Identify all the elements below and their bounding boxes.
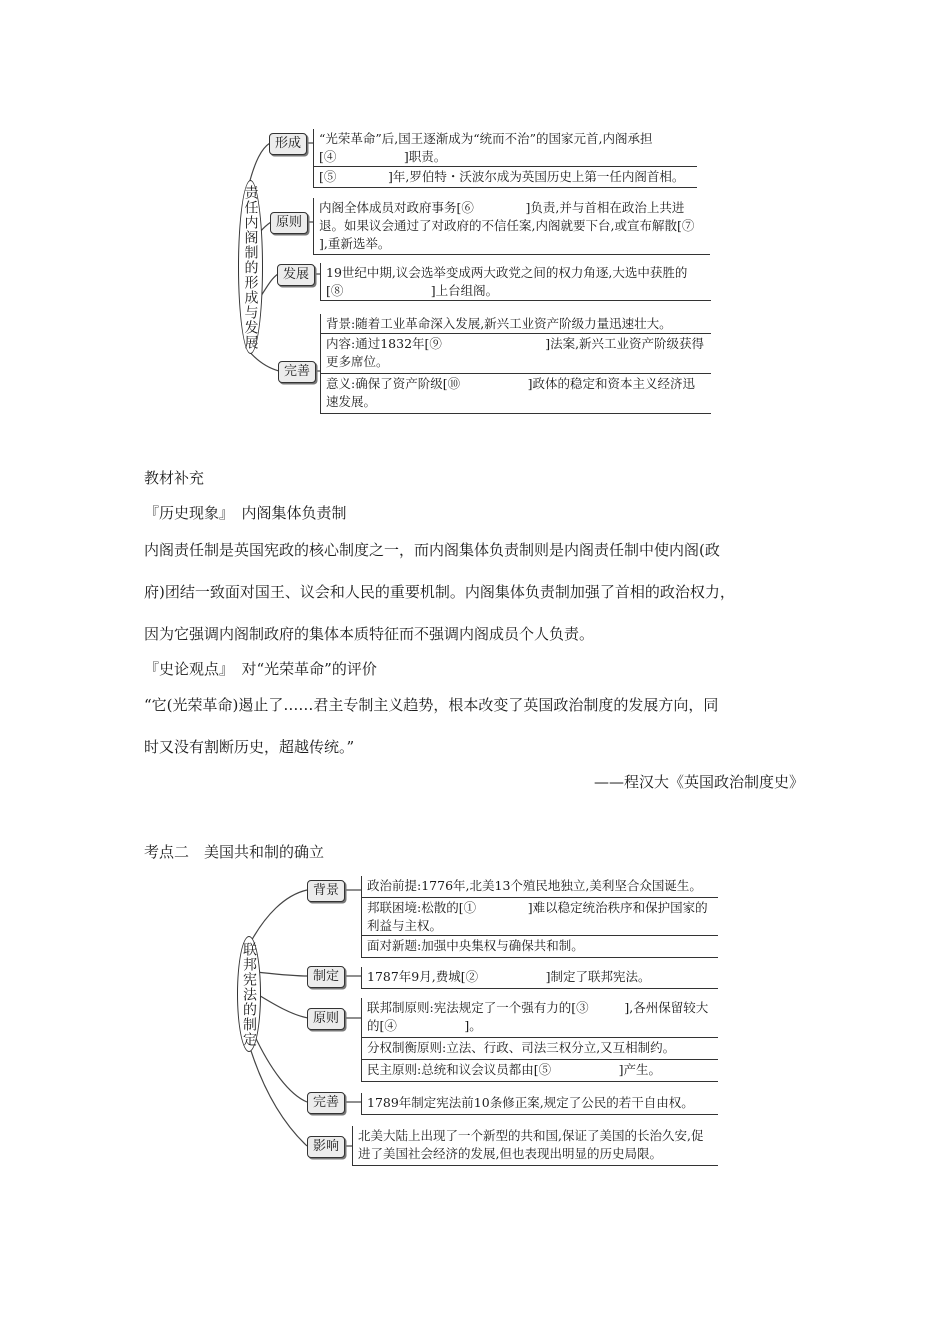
branch-background-tag	[307, 880, 345, 902]
supplement-item1-line2: 府)团结一致面对国王、议会和人民的重要机制。内阁集体负责制加强了首相的政治权力，	[144, 583, 735, 601]
formulation-row-1: 1787年9月,费城[② ]制定了联邦宪法。	[361, 967, 718, 989]
principles-row-3: 民主原则:总统和议会议员都由[⑤ ]产生。	[361, 1060, 718, 1082]
branch-formation-label: 形成	[274, 136, 301, 151]
branch-amendments-label: 完善	[312, 1095, 339, 1110]
principle-row-1: 内阁全体成员对政府事务[⑥ ]负责,并与首相在政治上共进退。如果议会通过了对政府的不信任案,内阁就要下台,或宣布解散[⑦ ],重新选举。	[313, 198, 710, 255]
background-row-1: 政治前提:1776年,北美13个殖民地独立,美利坚合众国诞生。	[361, 876, 718, 898]
supplement-item2-title: 『史论观点』 对“光荣革命”的评价	[144, 660, 377, 678]
branch-principles-tag	[307, 1008, 345, 1030]
perfection-row-2: 内容:通过1832年[⑨ ]法案,新兴工业资产阶级获得更多席位。	[320, 334, 711, 374]
branch-perfection-label: 完善	[283, 364, 310, 379]
supplement-item1-line1: 内阁责任制是英国宪政的核心制度之一，而内阁集体负责制则是内阁责任制中使内阁(政	[144, 541, 720, 559]
formation-row-2: [⑤ ]年,罗伯特・沃波尔成为英国历史上第一任内阁首相。	[313, 167, 697, 188]
branch-background-label: 背景	[312, 883, 339, 898]
branch-impact-label: 影响	[312, 1139, 339, 1154]
perfection-row-3: 意义:确保了资产阶级[⑩ ]政体的稳定和资本主义经济迅速发展。	[320, 374, 711, 414]
development-row-1: 19世纪中期,议会选举变成两大政党之间的权力角逐,大选中获胜的 [⑧ ]上台组阁。	[320, 263, 711, 301]
branch-development-label: 发展	[282, 267, 309, 282]
amendments-row-1: 1789年制定宪法前10条修正案,规定了公民的若干自由权。	[361, 1093, 718, 1115]
diagram-us-constitution	[0, 860, 950, 1180]
diagram1-center	[238, 180, 263, 354]
background-row-3: 面对新题:加强中央集权与确保共和制。	[361, 936, 718, 958]
branch-formation-tag	[269, 133, 307, 155]
branch-formulation-tag	[307, 966, 345, 988]
branch-development-tag	[277, 264, 315, 286]
principles-row-1: 联邦制原则:宪法规定了一个强有力的[③ ],各州保留较大的[④ ]。	[361, 998, 718, 1038]
principles-row-2: 分权制衡原则:立法、行政、司法三权分立,又互相制约。	[361, 1038, 718, 1060]
quote-line-2: 时又没有割断历史，超越传统。”	[144, 738, 355, 756]
background-row-2: 邦联困境:松散的[① ]难以稳定统治秩序和保护国家的利益与主权。	[361, 898, 718, 936]
supplement-item1-title: 『历史现象』 内阁集体负责制	[144, 504, 347, 522]
diagram-responsible-cabinet	[0, 0, 950, 430]
supplement-heading: 教材补充	[144, 469, 205, 487]
branch-perfection-tag	[278, 361, 316, 383]
quote-source: ——程汉大《英国政治制度史》	[593, 773, 804, 791]
quote-line-1: “它(光荣革命)遏止了……君主专制主义趋势，根本改变了英国政治制度的发展方向，同	[144, 696, 719, 714]
formation-row-1: “光荣革命”后,国王逐渐成为“统而不治”的国家元首,内阁承担 [④ ]职责。	[313, 129, 697, 167]
diagram1-center-label: 责任内阁制的形成与发展	[242, 184, 259, 350]
branch-principle-tag	[270, 212, 308, 234]
branch-principle-label: 原则	[275, 215, 302, 230]
branch-formulation-label: 制定	[312, 969, 339, 984]
branch-principles-label: 原则	[312, 1011, 339, 1026]
perfection-row-1: 背景:随着工业革命深入发展,新兴工业资产阶级力量迅速壮大。	[320, 314, 711, 334]
diagram2-center-label: 联邦宪法的制定	[241, 941, 257, 1047]
impact-row-1: 北美大陆上出现了一个新型的共和国,保证了美国的长治久安,促进了美国社会经济的发展,但也表现出明显的历史局限。	[352, 1126, 718, 1166]
section2-title: 考点二 美国共和制的确立	[144, 843, 325, 861]
branch-impact-tag	[307, 1136, 345, 1158]
supplement-item1-line3: 因为它强调内阁制政府的集体本质特征而不强调内阁成员个人负责。	[144, 625, 595, 643]
branch-amendments-tag	[307, 1092, 345, 1114]
diagram2-center	[237, 936, 261, 1052]
